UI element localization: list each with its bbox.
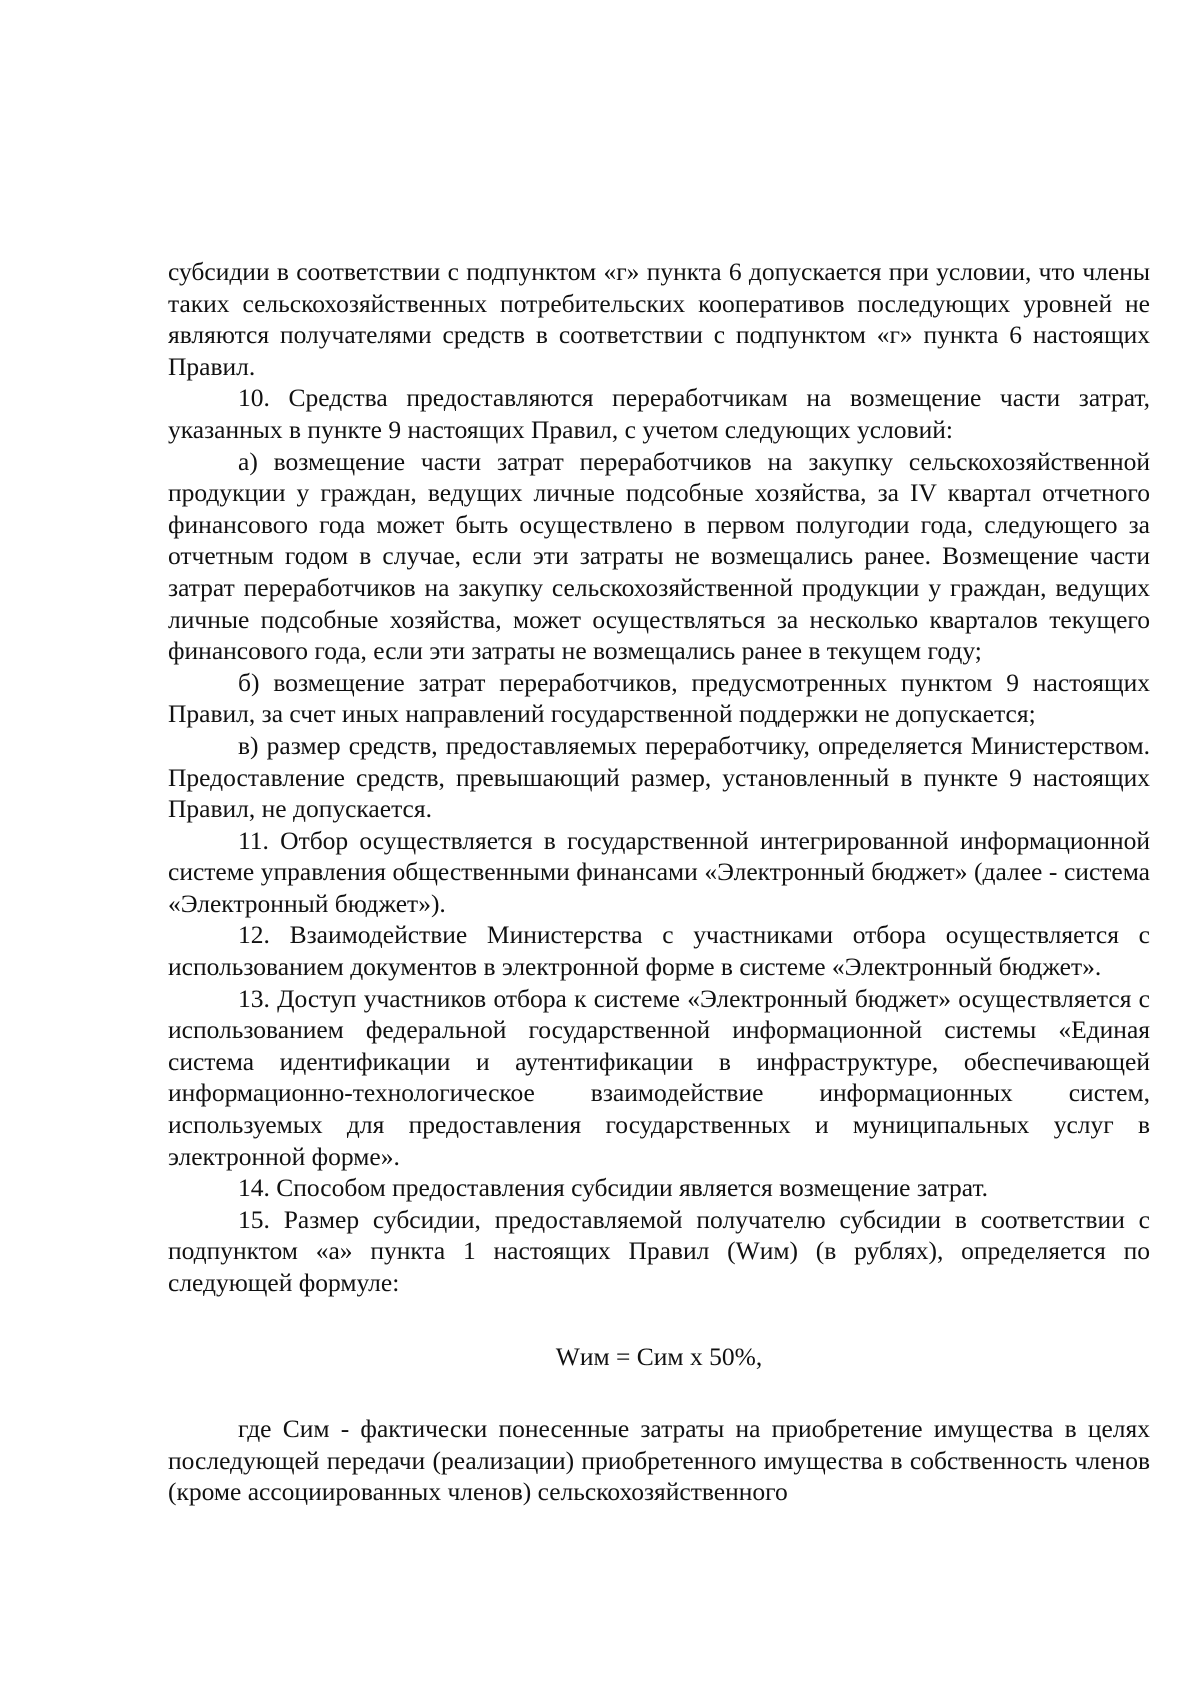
- paragraph-10: 10. Средства предоставляются переработчикам на возмещение части затрат, указанных в пункте 9 настоящих Правил, с учетом следующих условий:: [168, 383, 1150, 444]
- document-page: [168, 256, 1150, 1508]
- paragraph-14: 14. Способом предоставления субсидии является возмещение затрат.: [238, 1173, 989, 1203]
- paragraph-continuation: субсидии в соответствии с подпунктом «г» пункта 6 допускается при условии, что члены таких сельскохозяйственных потребительских кооперативов последующих уровней не являются получателями средств в соответствии с подпунктом «г» пункта 6 настоящих Правил.: [168, 257, 1150, 381]
- formula-explanation: где Сим - фактически понесенные затраты на приобретение имущества в целях последующей передачи (реализации) приобретенного имущества в собственность членов (кроме ассоциированных членов) сельскохозяйственного: [168, 1414, 1150, 1507]
- paragraph-15: 15. Размер субсидии, предоставляемой получателю субсидии в соответствии с подпунктом «а» пункта 1 настоящих Правил (Wим) (в рублях), определяется по следующей формуле:: [168, 1204, 1150, 1297]
- paragraph-10-a: а) возмещение части затрат переработчиков на закупку сельскохозяйственной продукции у граждан, ведущих личные подсобные хозяйства, за IV квартал отчетного финансового года может быть осуществлено в первом полугодии года, следующего за отчетным годом в случае, если эти затраты не возмещались ранее. Возмещение части затрат переработчиков на закупку сельскохозяйственной продукции у граждан, ведущих личные подсобные хозяйства, может осуществляться за несколько кварталов текущего финансового года, если эти затраты не возмещались ранее в текущем году;: [168, 446, 1150, 666]
- paragraph-12: 12. Взаимодействие Министерства с участниками отбора осуществляется с использованием документов в электронной форме в системе «Электронный бюджет».: [168, 920, 1150, 982]
- paragraph-10-v: в) размер средств, предоставляемых переработчику, определяется Министерством. Предоставление средств, превышающий размер, установленный в пункте 9 настоящих Правил, не допускается.: [168, 730, 1150, 824]
- formula: Wим = Сим х 50%,: [555, 1341, 763, 1371]
- paragraph-11: 11. Отбор осуществляется в государственной интегрированной информационной системе управления общественными финансами «Электронный бюджет» (далее - система «Электронный бюджет»).: [168, 825, 1150, 918]
- paragraph-13: 13. Доступ участников отбора к системе «Электронный бюджет» осуществляется с использованием федеральной государственной информационной системы «Единая система идентификации и аутентификации в инфраструктуре, обеспечивающей информационно-технологическое взаимодействие информационных систем, используемых для предоставления государственных и муниципальных услуг в электронной форме».: [168, 983, 1150, 1171]
- paragraph-10-b: б) возмещение затрат переработчиков, предусмотренных пунктом 9 настоящих Правил, за счет иных направлений государственной поддержки не допускается;: [168, 667, 1150, 729]
